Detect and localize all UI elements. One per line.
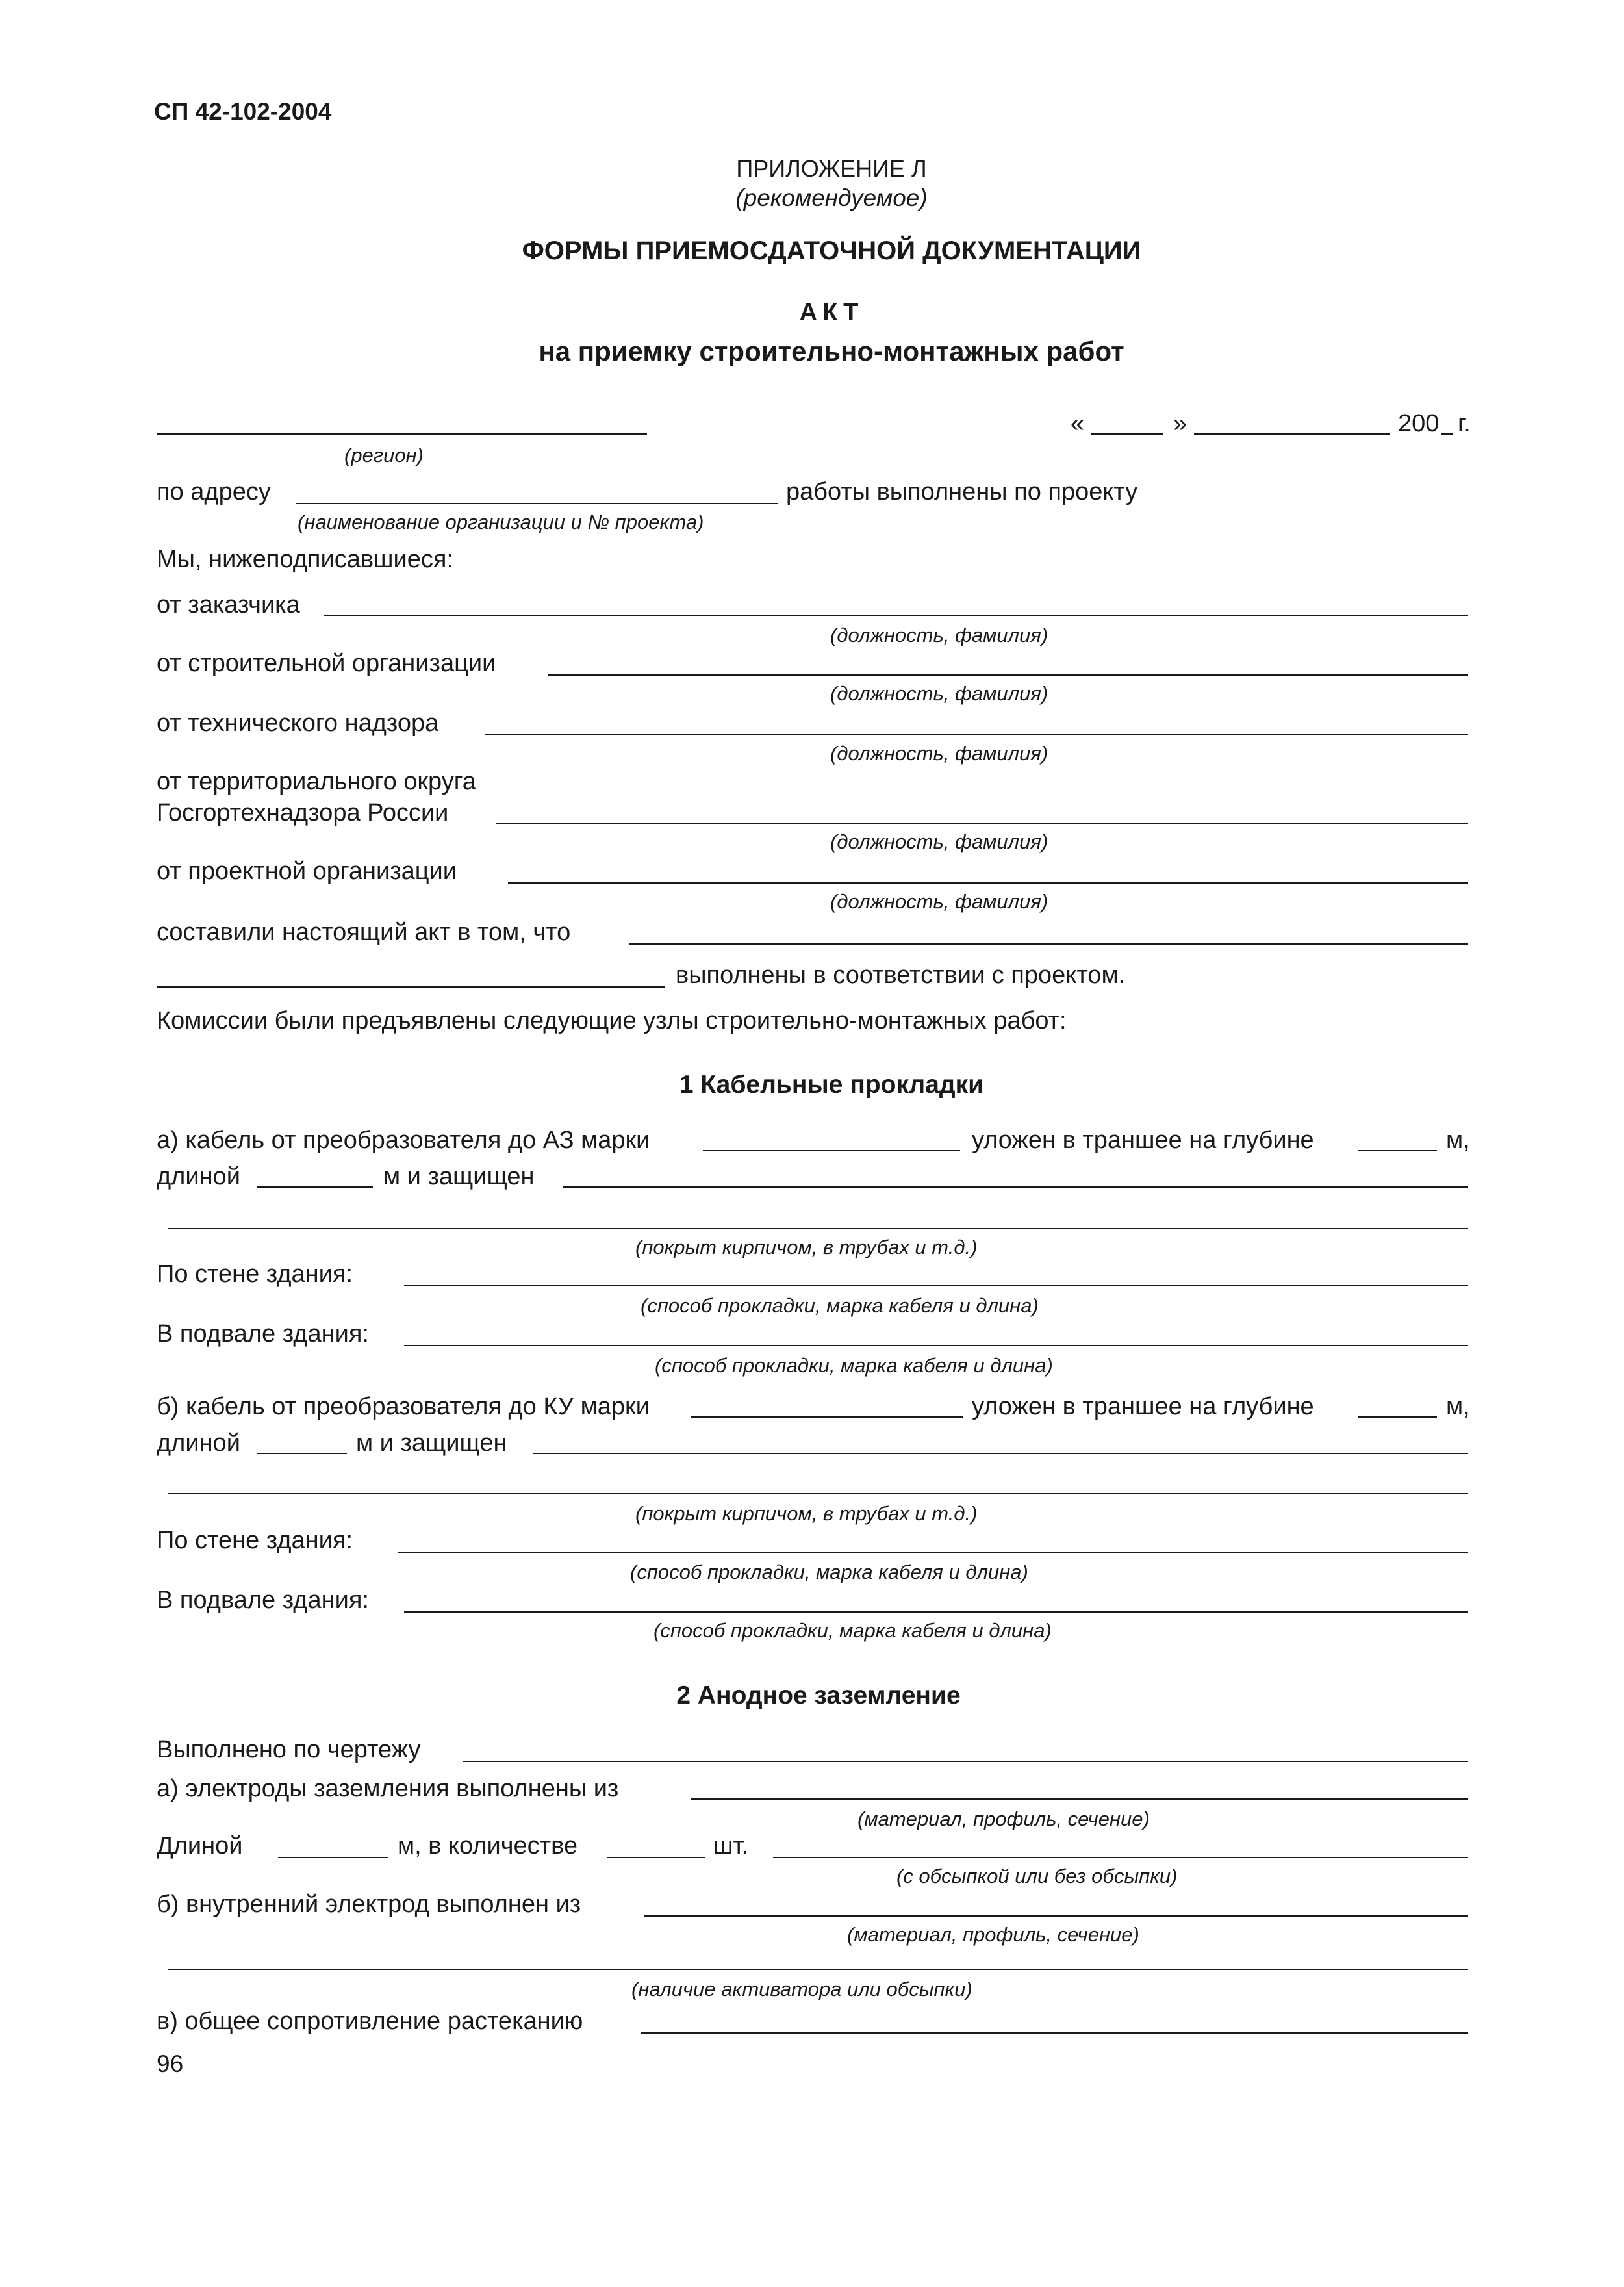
inner-electrode-field[interactable] xyxy=(644,1915,1468,1917)
inner-electrode-label: б) внутренний электрод выполнен из xyxy=(157,1891,581,1918)
cable-b-length-label: длиной xyxy=(157,1429,240,1457)
year-prefix: 200 xyxy=(1398,410,1440,437)
cable-b-protection-field-2[interactable] xyxy=(168,1493,1468,1494)
act-word: АКТ xyxy=(799,299,864,326)
cable-a-unit: м, xyxy=(1446,1127,1470,1154)
appendix-label: ПРИЛОЖЕНИЕ Л xyxy=(736,155,927,182)
cable-b-cover-hint: (покрыт кирпичом, в трубах и т.д.) xyxy=(635,1502,978,1525)
cable-b-basement-hint: (способ прокладки, марка кабеля и длина) xyxy=(653,1619,1052,1642)
electrodes-filling-field[interactable] xyxy=(773,1857,1468,1858)
cable-b-brand-field[interactable] xyxy=(691,1416,963,1418)
cable-b-unit: м, xyxy=(1446,1393,1470,1420)
address-tail: работы выполнены по проекту xyxy=(786,478,1138,505)
activator-field[interactable] xyxy=(168,1969,1468,1970)
composed-field[interactable] xyxy=(629,943,1468,945)
appendix-status: (рекомендуемое) xyxy=(735,185,928,211)
resistance-label: в) общее сопротивление растеканию xyxy=(157,2008,583,2035)
cable-a-wall-hint: (способ прокладки, марка кабеля и длина) xyxy=(641,1294,1039,1317)
month-field[interactable] xyxy=(1194,433,1390,435)
district-field[interactable] xyxy=(496,823,1468,824)
act-title: на приемку строительно-монтажных работ xyxy=(539,336,1124,366)
cable-a-basement-field[interactable] xyxy=(404,1345,1468,1346)
electrodes-qty-field[interactable] xyxy=(607,1857,705,1858)
cable-b-protection-field[interactable] xyxy=(533,1453,1468,1454)
cable-b-label: б) кабель от преобразователя до КУ марки xyxy=(157,1393,650,1420)
address-label: по адресу xyxy=(157,478,271,505)
cable-b-basement-label: В подвале здания: xyxy=(157,1587,369,1614)
region-field[interactable] xyxy=(157,433,647,435)
builder-field[interactable] xyxy=(548,674,1468,676)
builder-hint: (должность, фамилия) xyxy=(830,682,1048,705)
electrodes-material-field[interactable] xyxy=(691,1798,1468,1800)
composed-label: составили настоящий акт в том, что xyxy=(157,919,571,946)
cable-b-length-field[interactable] xyxy=(257,1453,347,1454)
address-hint: (наименование организации и № проекта) xyxy=(298,511,704,533)
resistance-field[interactable] xyxy=(641,2032,1468,2034)
year-suffix: г. xyxy=(1458,410,1471,437)
electrodes-pcs-label: шт. xyxy=(713,1832,749,1859)
done-field[interactable] xyxy=(157,986,665,988)
cable-b-wall-label: По стене здания: xyxy=(157,1527,353,1554)
inner-electrode-hint: (материал, профиль, сечение) xyxy=(847,1923,1139,1946)
district-label-line1: от территориального округа xyxy=(157,768,476,795)
cable-a-basement-hint: (способ прокладки, марка кабеля и длина) xyxy=(655,1354,1053,1377)
day-field[interactable] xyxy=(1091,433,1163,435)
cable-a-cover-hint: (покрыт кирпичом, в трубах и т.д.) xyxy=(635,1236,978,1258)
date-open-quote: « xyxy=(1071,410,1085,437)
design-field[interactable] xyxy=(508,882,1468,884)
section1-title: 1 Кабельные прокладки xyxy=(679,1071,984,1099)
done-label: выполнены в соответствии с проектом. xyxy=(676,962,1126,989)
cable-a-length-field[interactable] xyxy=(257,1186,373,1188)
electrodes-filling-hint: (с обсыпкой или без обсыпки) xyxy=(896,1865,1178,1887)
forms-title: ФОРМЫ ПРИЕМОСДАТОЧНОЙ ДОКУМЕНТАЦИИ xyxy=(522,236,1141,265)
district-hint: (должность, фамилия) xyxy=(830,830,1048,853)
cable-a-depth-label: уложен в траншее на глубине xyxy=(972,1127,1314,1154)
section2-title: 2 Анодное заземление xyxy=(676,1681,961,1709)
activator-hint: (наличие активатора или обсыпки) xyxy=(631,1978,972,2000)
cable-a-protection-field-2[interactable] xyxy=(168,1228,1468,1229)
builder-label: от строительной организации xyxy=(157,650,496,677)
customer-hint: (должность, фамилия) xyxy=(830,624,1048,646)
cable-a-length-label: длиной xyxy=(157,1163,240,1190)
drawing-label: Выполнено по чертежу xyxy=(157,1736,421,1763)
cable-a-brand-field[interactable] xyxy=(703,1150,960,1151)
region-hint: (регион) xyxy=(344,444,424,466)
drawing-field[interactable] xyxy=(463,1761,1468,1762)
design-label: от проектной организации xyxy=(157,858,457,885)
cable-b-depth-field[interactable] xyxy=(1358,1416,1437,1418)
cable-b-depth-label: уложен в траншее на глубине xyxy=(972,1393,1314,1420)
cable-a-depth-field[interactable] xyxy=(1358,1150,1437,1151)
cable-b-wall-field[interactable] xyxy=(398,1552,1468,1553)
cable-a-basement-label: В подвале здания: xyxy=(157,1320,369,1348)
supervision-label: от технического надзора xyxy=(157,709,439,737)
cable-a-protected-label: м и защищен xyxy=(383,1163,535,1190)
electrodes-length-label: Длиной xyxy=(157,1832,243,1859)
customer-label: от заказчика xyxy=(157,591,300,619)
signatories-intro: Мы, нижеподписавшиеся: xyxy=(157,546,454,573)
presented-label: Комиссии были предъявлены следующие узлы строительно-монтажных работ: xyxy=(157,1007,1067,1034)
year-field[interactable] xyxy=(1441,433,1453,435)
design-hint: (должность, фамилия) xyxy=(830,890,1048,913)
cable-a-wall-label: По стене здания: xyxy=(157,1260,353,1288)
date-close-quote: » xyxy=(1173,410,1187,437)
electrodes-material-hint: (материал, профиль, сечение) xyxy=(857,1808,1150,1830)
district-label-line2: Госгортехнадзора России xyxy=(157,799,449,826)
electrodes-qty-label: м, в количестве xyxy=(398,1832,577,1859)
cable-a-protection-field[interactable] xyxy=(563,1186,1468,1188)
supervision-field[interactable] xyxy=(485,734,1468,735)
cable-b-basement-field[interactable] xyxy=(404,1611,1468,1613)
electrodes-length-field[interactable] xyxy=(278,1857,388,1858)
cable-a-wall-field[interactable] xyxy=(404,1285,1468,1286)
cable-b-protected-label: м и защищен xyxy=(356,1429,507,1457)
address-field[interactable] xyxy=(296,503,778,504)
supervision-hint: (должность, фамилия) xyxy=(830,742,1048,765)
cable-b-wall-hint: (способ прокладки, марка кабеля и длина) xyxy=(630,1561,1028,1583)
electrodes-label: а) электроды заземления выполнены из xyxy=(157,1775,619,1802)
doc-code: СП 42-102-2004 xyxy=(154,98,332,125)
page-number: 96 xyxy=(157,2051,184,2077)
cable-a-label: а) кабель от преобразователя до АЗ марки xyxy=(157,1127,650,1154)
customer-field[interactable] xyxy=(324,615,1468,616)
